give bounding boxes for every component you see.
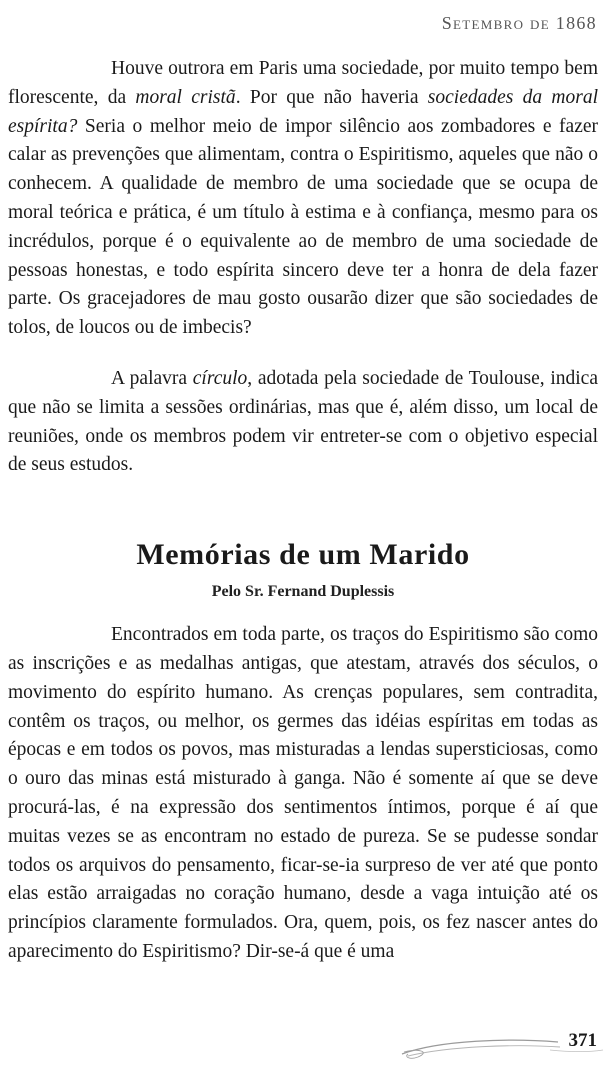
italic-text-run: sociedades da moral espírita? (8, 86, 599, 137)
text-run: . Por que não haveria (235, 86, 428, 108)
body-paragraph-2 (8, 365, 598, 480)
article-paragraph: Encontrados em toda parte, os traços do Espiritismo são como as inscrições e as medalhas antigas, que atestam, através dos séculos, o movimento do espírito humano. As crenças populares, sem contradita, contêm os traços, ou melhor, os germes das idéias espíritas em todas as épocas e em todos os povos, mas misturadas a lendas supersticiosas, como o ouro das minas está misturado à ganga. Não é somente aí que se deve procurá-las, é na expressão dos sentimentos íntimos, porque é aí que muitas vezes se as encontram no estado de pureza. Se se pudesse sondar todos os arquivos do pensamento, ficar-se-ia surpreso de ver até que ponto elas estão arraigadas no coração humano, desde a vaga intuição até os princípios claramente formulados. Ora, quem, pois, os fez nascer antes do aparecimento do Espiritismo? Dir-se-á que é uma (8, 624, 598, 962)
body-paragraph-1 (8, 55, 598, 343)
text-run: A palavra (111, 367, 193, 389)
page-body (8, 55, 598, 967)
text-run: , adotada pela sociedade de Toulouse, indica que não se limita a sessões ordinárias, mas que é, além disso, um local de reuniões, onde os membros podem vir entreter-se com o objetivo especial de seus estudos. (8, 367, 598, 476)
running-header: Setembro de 1868 (441, 13, 597, 33)
italic-text-run: círculo (192, 367, 248, 389)
page-number: 371 (568, 1030, 597, 1051)
article-byline: Pelo Sr. Fernand Duplessis (211, 583, 395, 601)
italic-text-run: moral cristã (135, 86, 236, 108)
article-title: Memórias de um Marido (136, 538, 470, 572)
text-run: Houve outrora em Paris uma sociedade, por muito tempo bem florescente, da (8, 58, 598, 108)
text-run: Seria o melhor meio de impor silêncio aos zombadores e fazer calar as prevenções que alimentam, contra o Espiritismo, aqueles que não o conhecem. A qualidade de membro de uma sociedade que se ocupa de moral teórica e prática, é um título à estima e à confiança, mesmo para os incrédulos, porque é o equivalente ao de membro de uma sociedade de pessoas honestas, e todo espírita sincero deve ter a honra de dela fazer parte. Os gracejadores de mau gosto ousarão dizer que são sociedades de tolos, de loucos ou de imbecis? (8, 115, 598, 339)
